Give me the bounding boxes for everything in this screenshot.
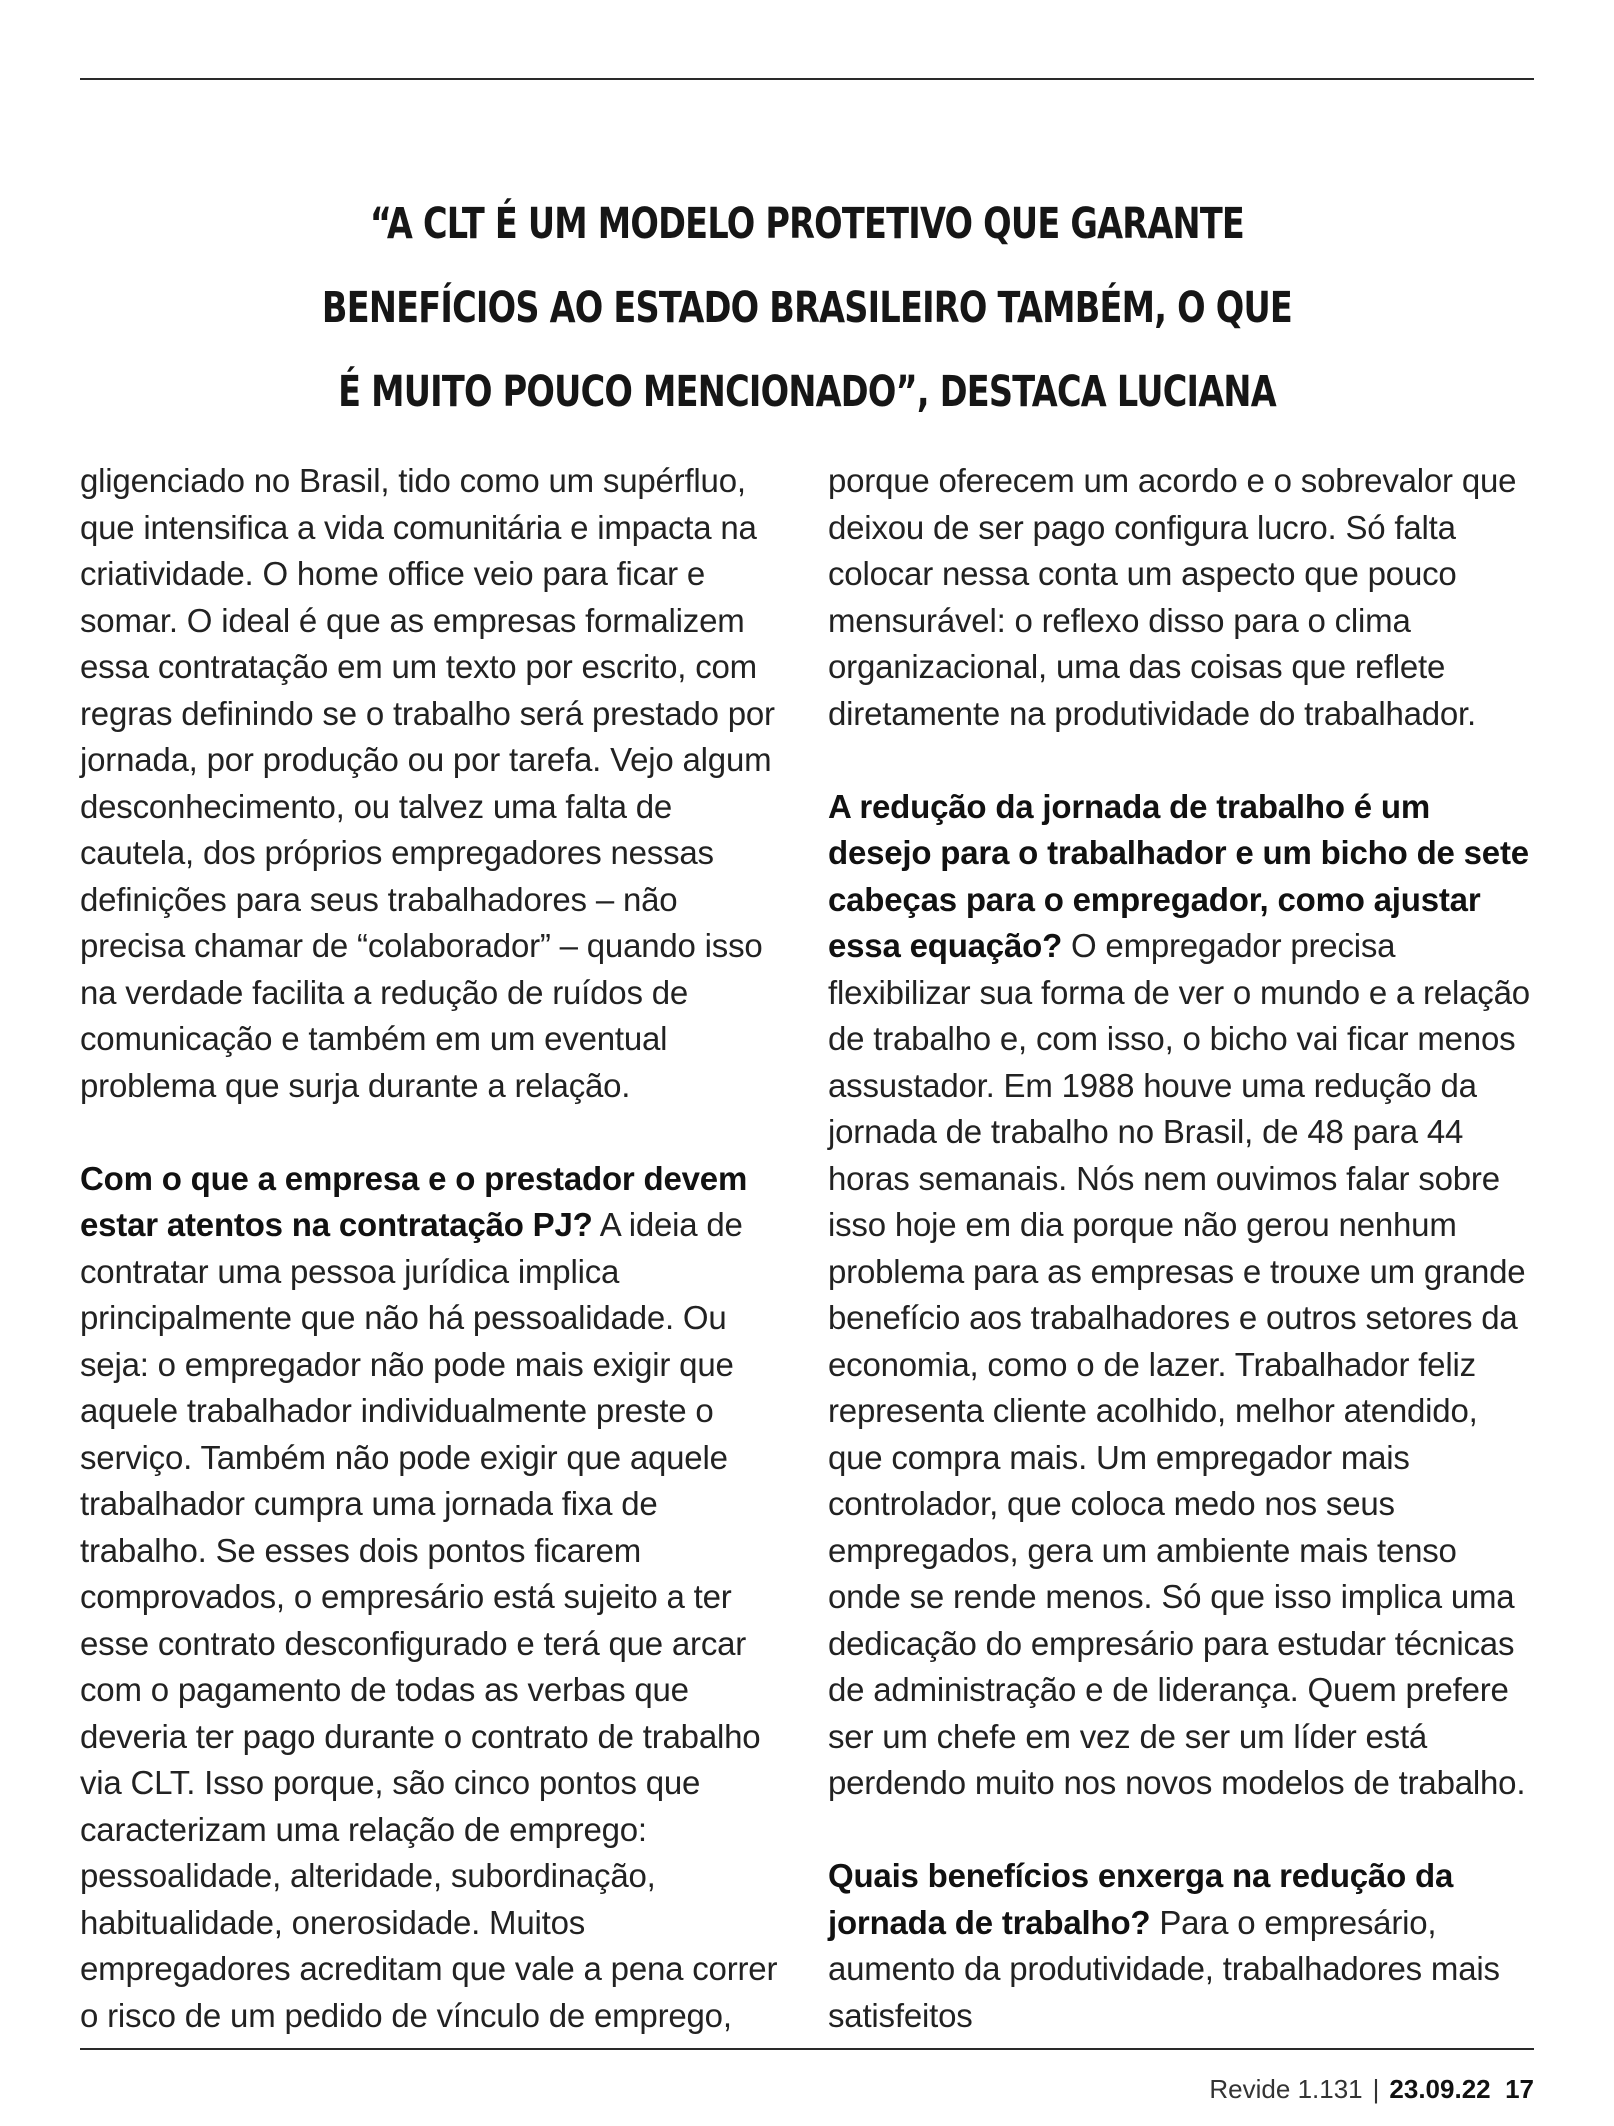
page-number: 17 [1505, 2074, 1534, 2104]
headline-line-3: É MUITO POUCO MENCIONADO”, DESTACA LUCIANA [338, 367, 1276, 417]
interview-question: Quais benefícios enxerga na redução da jornada de trabalho? [828, 1857, 1454, 1941]
headline-line-2: BENEFÍCIOS AO ESTADO BRASILEIRO TAMBÉM, O QUE [321, 283, 1293, 333]
page-footer [1209, 2074, 1534, 2105]
interview-answer: O empregador precisa flexibilizar sua forma de ver o mundo e a relação de trabalho e, com isso, o bicho vai ficar menos assustador. Em 1988 houve uma redução da jornada de trabalho no Brasil, de 48 para 44 horas semanais. Nós nem ouvimos falar sobre isso hoje em dia porque não gerou nenhum problema para as empresas e trouxe um grande benefício aos trabalhadores e outros setores da economia, como o de lazer. Trabalhador feliz representa cliente acolhido, melhor atendido, que compra mais. Um empregador mais controlador, que coloca medo nos seus empregados, gera um ambiente mais tenso onde se rende menos. Só que isso implica uma dedicação do empresário para estudar técnicas de administração e de liderança. Quem prefere ser um chefe em vez de ser um líder está perdendo muito nos novos modelos de trabalho. [828, 927, 1530, 1801]
right-qa-paragraph-1 [828, 784, 1534, 1807]
interview-question: Com o que a empresa e o prestador devem estar atentos na contratação PJ? [80, 1159, 748, 1243]
top-rule [80, 78, 1534, 80]
bottom-rule [80, 2048, 1534, 2050]
publication-name: Revide 1.131 [1209, 2074, 1363, 2104]
right-paragraph-1: porque oferecem um acordo e o sobrevalor que deixou de ser pago configura lucro. Só falta colocar nessa conta um aspecto que pouco mensurável: o reflexo disso para o clima organizacional, uma das coisas que reflete diretamente na produtividade do trabalhador. [828, 462, 1517, 732]
right-qa-paragraph-2 [828, 1853, 1534, 2039]
footer-separator: | [1372, 2074, 1380, 2104]
left-column [80, 458, 786, 2039]
pull-quote-headline [295, 182, 1320, 434]
interview-question: A redução da jornada de trabalho é um desejo para o trabalhador e um bicho de sete cabeças para o empregador, como ajustar essa equação? [828, 787, 1529, 964]
issue-date: 23.09.22 [1389, 2074, 1491, 2104]
interview-answer: Para o empresário, aumento da produtividade, trabalhadores mais satisfeitos [828, 1903, 1500, 2034]
left-paragraph-1: gligenciado no Brasil, tido como um supérfluo, que intensifica a vida comunitária e impacta na criatividade. O home office veio para ficar e somar. O ideal é que as empresas formalizem essa contratação em um texto por escrito, com regras definindo se o trabalho será prestado por jornada, por produção ou por tarefa. Vejo algum desconhecimento, ou talvez uma falta de cautela, dos próprios empregadores nessas definições para seus trabalhadores – não precisa chamar de “colaborador” – quando isso na verdade facilita a redução de ruídos de comunicação e também em um eventual problema que surja durante a relação. [80, 462, 775, 1104]
headline-line-1: “A CLT É UM MODELO PROTETIVO QUE GARANTE [369, 199, 1245, 249]
left-qa-paragraph [80, 1156, 786, 2040]
interview-answer: A ideia de contratar uma pessoa jurídica implica principalmente que não há pessoalidade. Ou seja: o empregador não pode mais exigir que aquele trabalhador individualmente preste o serviço. Também não pode exigir que aquele trabalhador cumpra uma jornada fixa de trabalho. Se esses dois pontos ficarem comprovados, o empresário está sujeito a ter esse contrato desconfigurado e terá que arcar com o pagamento de todas as verbas que deveria ter pago durante o contrato de trabalho via CLT. Isso porque, são cinco pontos que caracterizam uma relação de emprego: pessoalidade, alteridade, subordinação, habitualidade, onerosidade. Muitos empregadores acreditam que vale a pena correr o risco de um pedido de vínculo de emprego, [80, 1206, 778, 2034]
right-column [828, 458, 1534, 2039]
